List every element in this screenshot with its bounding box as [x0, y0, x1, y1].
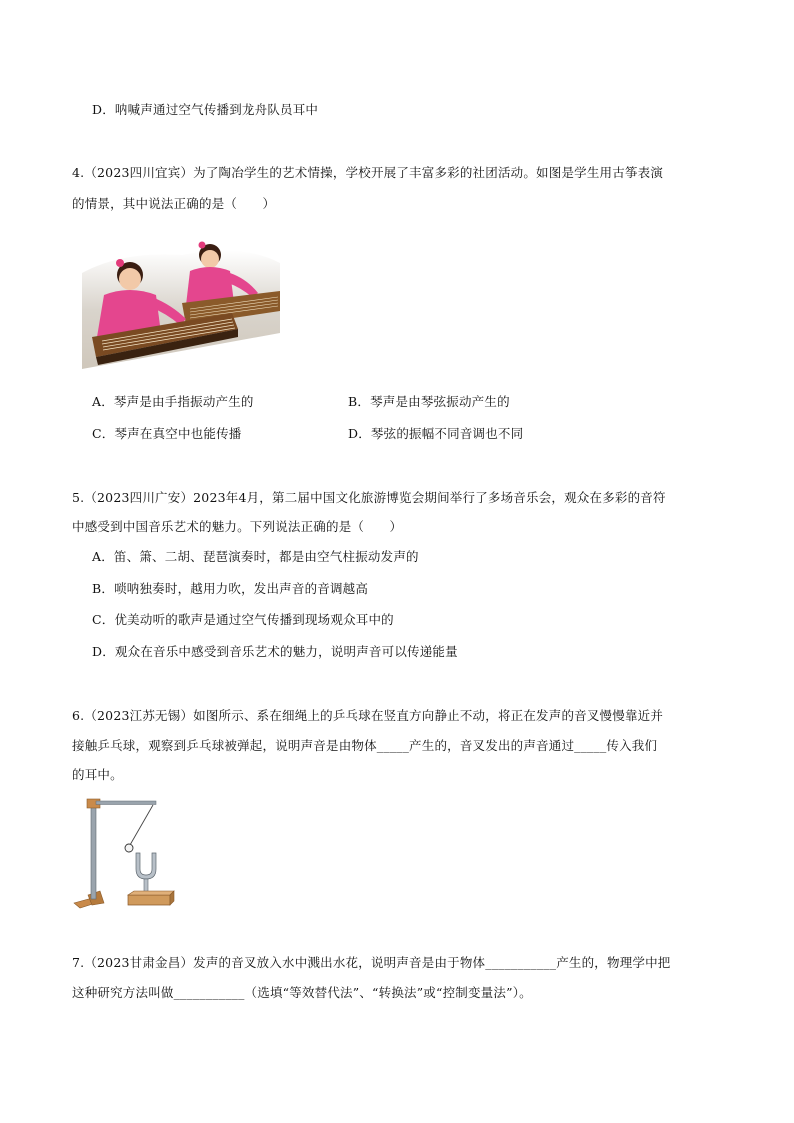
q5-option-d: D．观众在音乐中感受到音乐艺术的魅力，说明声音可以传递能量 [92, 644, 458, 659]
q5-stem-line2: 中感受到中国音乐艺术的魅力。下列说法正确的是（ ） [72, 519, 403, 534]
q5-option-a: A．笛、箫、二胡、琵琶演奏时，都是由空气柱振动发声的 [92, 549, 419, 564]
q4-option-c: C．琴声在真空中也能传播 [92, 426, 242, 441]
q4-option-b: B．琴声是由琴弦振动产生的 [348, 394, 510, 409]
q4-stem-line1: 4.（2023四川宜宾）为了陶冶学生的艺术情操，学校开展了丰富多彩的社团活动。如图是学生用古筝表演 [72, 165, 664, 180]
q5-option-c: C．优美动听的歌声是通过空气传播到现场观众耳中的 [92, 612, 394, 627]
q7-stem-line1: 7.（2023甘肃金昌）发声的音叉放入水中溅出水花，说明声音是由于物体___________产生的，物理学中把 [72, 955, 671, 970]
q5-option-b: B．唢呐独奏时，越用力吹，发出声音的音调越高 [92, 581, 369, 596]
q7-stem-line2: 这种研究方法叫做___________（选填“等效替代法”、“转换法”或“控制变量法”）。 [72, 985, 532, 1000]
q6-stem-line3: 的耳中。 [72, 767, 123, 782]
tuning-fork-pingpong-apparatus [70, 795, 176, 913]
q4-stem-line2: 的情景，其中说法正确的是（ ） [72, 196, 276, 211]
q4-option-d: D．琴弦的振幅不同音调也不同 [348, 426, 524, 441]
q6-stem-line1: 6.（2023江苏无锡）如图所示、系在细绳上的乒乓球在竖直方向静止不动，将正在发声的音叉慢慢靠近并 [72, 708, 664, 723]
q5-stem-line1: 5.（2023四川广安）2023年4月，第二届中国文化旅游博览会期间举行了多场音乐会，观众在多彩的音符 [72, 490, 666, 505]
q6-stem-line2: 接触乒乓球，观察到乒乓球被弹起，说明声音是由物体_____产生的，音叉发出的声音通过_____传入我们 [72, 738, 658, 753]
q4-option-a: A．琴声是由手指振动产生的 [92, 394, 254, 409]
guzheng-performance-image [82, 233, 280, 369]
q3-option-d: D．呐喊声通过空气传播到龙舟队员耳中 [92, 102, 319, 117]
